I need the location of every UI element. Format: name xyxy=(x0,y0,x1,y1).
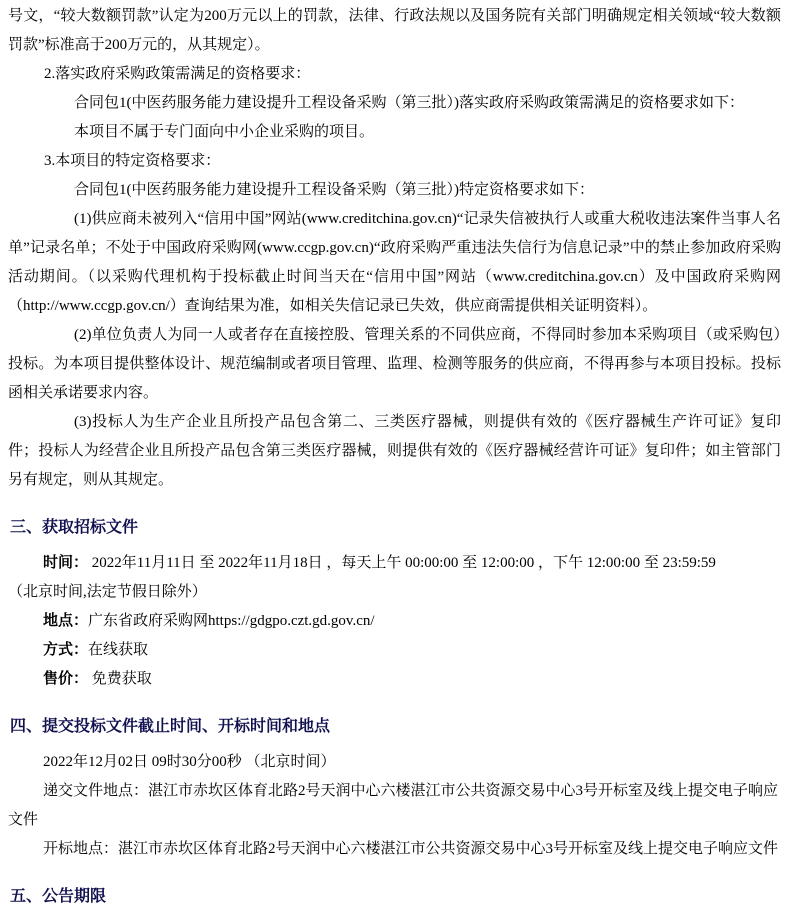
bid-opening-place-value: 湛江市赤坎区体育北路2号天润中心六楼湛江市公共资源交易中心3号开标室及线上提交电子响应文件 xyxy=(118,841,779,857)
line-obtain-place xyxy=(8,607,781,636)
paragraph-contract-pkg1-specific: 合同包1(中医药服务能力建设提升工程设备采购（第三批）)特定资格要求如下： xyxy=(74,182,594,198)
obtain-method-value: 在线获取 xyxy=(88,642,149,658)
paragraph-not-sme-project: 本项目不属于专门面向中小企业采购的项目。 xyxy=(74,124,375,140)
line-obtain-method xyxy=(8,636,781,665)
paragraph-requirement-3-medical-device-license: (3)投标人为生产企业且所投产品包含第二、三类医疗器械，则提供有效的《医疗器械生产许可证》复印件；投标人为经营企业且所投产品包含第三类医疗器械，则提供有效的《医疗器械经营许可证》复印件；如主管部门另有规定，则从其规定。 xyxy=(8,414,781,488)
obtain-method-label: 方式： xyxy=(43,642,89,658)
obtain-place-value: 广东省政府采购网https://gdgpo.czt.gd.gov.cn/ xyxy=(88,613,375,629)
line-obtain-time xyxy=(8,549,781,578)
obtain-price-label: 售价： xyxy=(43,671,89,687)
paragraph-item-3-specific-requirements: 3.本项目的特定资格要求： xyxy=(44,153,221,169)
paragraph-requirement-1-credit-china: (1)供应商未被列入“信用中国”网站(www.creditchina.gov.cn)“记录失信被执行人或重大税收违法案件当事人名单”记录名单；不处于中国政府采购网(www.ccgp.gov.cn)“政府采购严重违法失信行为信息记录”中的禁止参加政府采购活动期间。（以采购代理机构于投标截止时间当天在“信用中国”网站（www.creditchina.gov.cn）及中国政府采购网（http://www.ccgp.gov.cn/）查询结果为准，如相关失信记录已失效，供应商需提供相关证明资料）。 xyxy=(8,211,781,314)
bid-opening-place-label: 开标地点： xyxy=(43,841,119,857)
submission-place-label: 递交文件地点： xyxy=(43,783,149,799)
obtain-price-value: 免费获取 xyxy=(88,671,152,687)
obtain-time-value: 2022年11月11日 至 2022年11月18日 ，每天上午 00:00:00 至 12:00:00 ，下午 12:00:00 至 23:59:59 xyxy=(88,555,716,571)
line-obtain-price xyxy=(8,665,781,694)
paragraph-item-2-policy-requirements: 2.落实政府采购政策需满足的资格要求： xyxy=(44,66,311,82)
obtain-time-label: 时间： xyxy=(43,555,89,571)
paragraph-contract-pkg1-policy: 合同包1(中医药服务能力建设提升工程设备采购（第三批）)落实政府采购政策需满足的资格要求如下： xyxy=(74,95,744,111)
paragraph-penalty-note: 号文，“较大数额罚款”认定为200万元以上的罚款，法律、行政法规以及国务院有关部门明确规定相关领域“较大数额罚款”标准高于200万元的，从其规定）。 xyxy=(8,8,781,53)
obtain-place-label: 地点： xyxy=(43,613,89,629)
submission-place-value: 湛江市赤坎区体育北路2号天润中心六楼湛江市公共资源交易中心3号开标室及线上提交电子响应文件 xyxy=(8,783,779,828)
line-deadline-datetime: 2022年12月02日 09时30分00秒 （北京时间） xyxy=(43,754,336,770)
section-heading-submission-deadline-opening: 四、提交投标文件截止时间、开标时间和地点 xyxy=(10,718,331,735)
line-obtain-time-note: （北京时间,法定节假日除外） xyxy=(8,584,207,600)
section-heading-announcement-period: 五、公告期限 xyxy=(10,888,107,905)
paragraph-requirement-2-same-person: (2)单位负责人为同一人或者存在直接控股、管理关系的不同供应商，不得同时参加本采购项目（或采购包）投标。为本项目提供整体设计、规范编制或者项目管理、监理、检测等服务的供应商，不得再参与本项目投标。投标函相关承诺要求内容。 xyxy=(8,327,781,401)
section-heading-obtain-bid-documents: 三、获取招标文件 xyxy=(10,519,139,536)
line-submission-place xyxy=(8,777,781,835)
